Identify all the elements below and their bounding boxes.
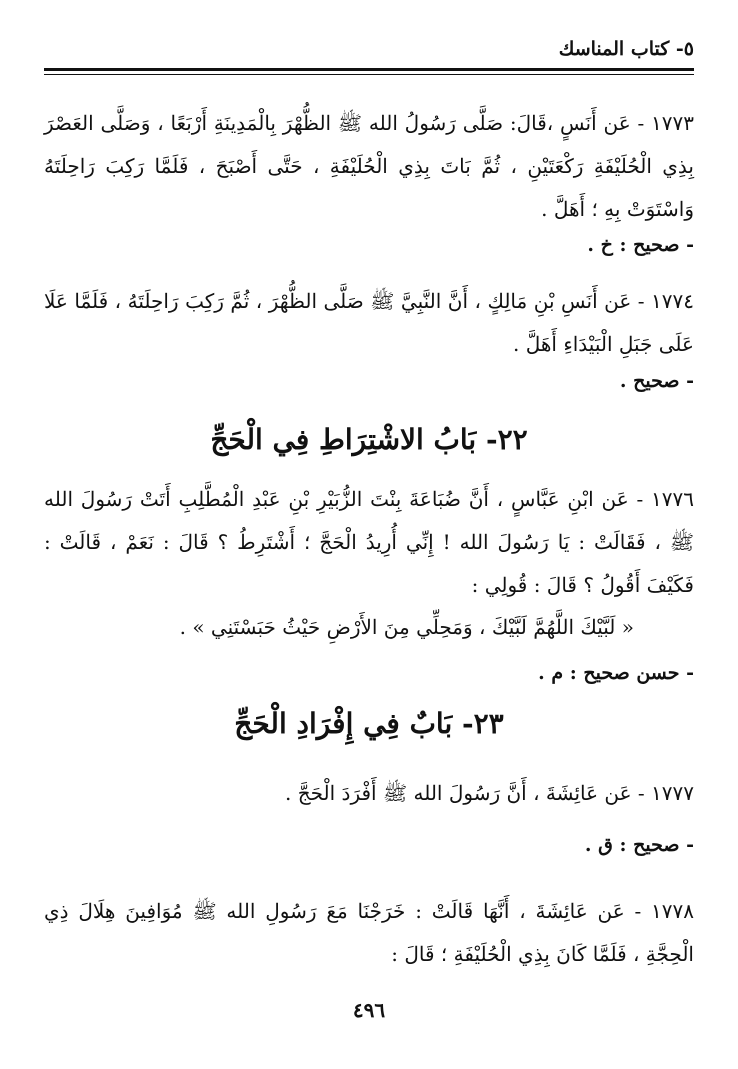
talbiyah-quote: « لَبَّيْكَ اللَّهُمَّ لَبَّيْكَ ، وَمَحِلِّي مِنَ الأَرْضِ حَيْثُ حَبَسْتَنِي » . bbox=[179, 615, 634, 639]
grade-1774: - صحيح . bbox=[619, 370, 694, 392]
chapter-title-22: ٢٢- بَابُ الاشْتِرَاطِ فِي الْحَجِّ bbox=[210, 423, 528, 456]
page-number: ٤٩٦ bbox=[352, 998, 386, 1022]
hadith-1777: ١٧٧٧ - عَن عَائِشَةَ ، أَنَّ رَسُولَ الله ﷺ أَفْرَدَ الْحَجَّ . bbox=[285, 781, 694, 805]
header-rule-thin bbox=[44, 74, 694, 75]
grade-1773: - صحيح : خ . bbox=[587, 234, 694, 256]
grade-1776: - حسن صحيح : م . bbox=[538, 662, 694, 684]
hadith-1776: ١٧٧٦ - عَن ابْنِ عَبَّاسٍ ، أَنَّ ضُبَاعَةَ بِنْتَ الزُّبَيْرِ بْنِ عَبْدِ الْمُطَّلِبِ أَتَتْ رَسُولَ الله ﷺ ، فَقَالَتْ : يَا رَسُولَ الله ! إِنِّي أُرِيدُ الْحَجَّ ؛ أَشْتَرِطُ ؟ قَالَ : نَعَمْ ، قَالَتْ : فَكَيْفَ أَقُولُ ؟ قَالَ : قُولِي : bbox=[44, 487, 694, 597]
hadith-1773: ١٧٧٣ - عَن أَنَسٍ ،قَالَ: صَلَّى رَسُولُ الله ﷺ الظُّهْرَ بِالْمَدِينَةِ أَرْبَعًا ، وَصَلَّى العَصْرَ بِذِي الْحُلَيْفَةِ رَكْعَتَيْنِ ، ثُمَّ بَاتَ بِذِي الْحُلَيْفَةِ ، حَتَّى أَصْبَحَ ، فَلَمَّا رَكِبَ رَاحِلَتَهُ وَاسْتَوَتْ بِهِ ؛ أَهَلَّ . bbox=[44, 111, 694, 221]
running-header: ٥- كتاب المناسك bbox=[558, 38, 694, 60]
header-rule-thick bbox=[44, 68, 694, 71]
grade-1777: - صحيح : ق . bbox=[584, 834, 694, 856]
hadith-1778: ١٧٧٨ - عَن عَائِشَةَ ، أَنَّهَا قَالَتْ : خَرَجْنَا مَعَ رَسُولِ الله ﷺ مُوَافِينَ هِلَالَ ذِي الْحِجَّةِ ، فَلَمَّا كَانَ بِذِي الْحُلَيْفَةِ ؛ قَالَ : bbox=[44, 899, 694, 966]
hadith-1774: ١٧٧٤ - عَن أَنَسِ بْنِ مَالِكٍ ، أَنَّ النَّبِيَّ ﷺ صَلَّى الظُّهْرَ ، ثُمَّ رَكِبَ رَاحِلَتَهُ ، فَلَمَّا عَلَا عَلَى جَبَلِ الْبَيْدَاءِ أَهَلَّ . bbox=[44, 289, 694, 356]
chapter-title-23: ٢٣- بَابٌ فِي إِفْرَادِ الْحَجِّ bbox=[234, 707, 504, 740]
